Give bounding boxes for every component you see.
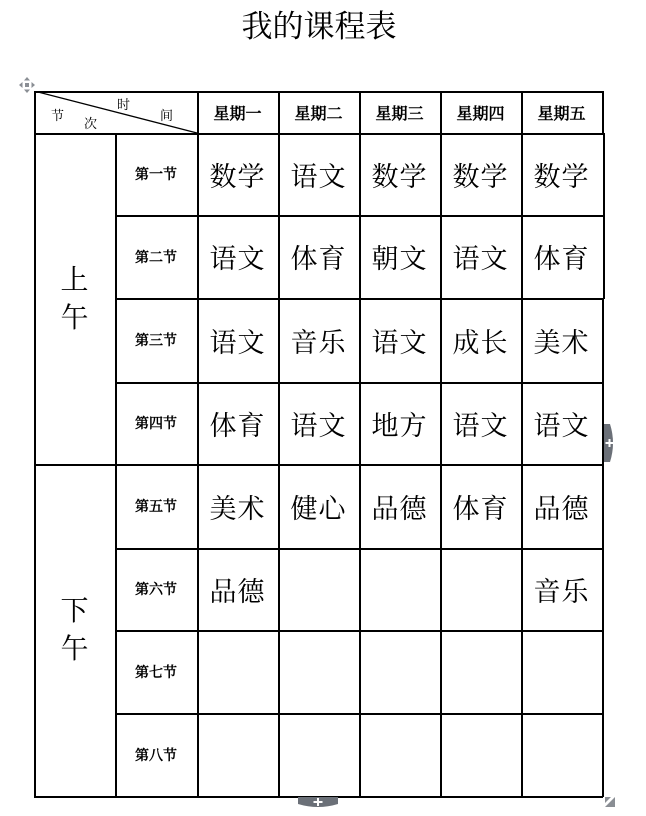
course-cell[interactable]: 美术: [209, 493, 266, 525]
course-cell[interactable]: 成长: [452, 327, 509, 359]
period-label-5: 第五节: [135, 499, 177, 515]
course-cell[interactable]: 数学: [533, 161, 590, 193]
half-label-morning: [34, 133, 115, 464]
course-cell[interactable]: 语文: [209, 244, 266, 275]
period-label-6: 第六节: [135, 582, 177, 598]
move-arrows-icon: [19, 77, 35, 93]
header-day-4: 星期四: [456, 103, 505, 123]
header-day-2: 星期二: [294, 103, 343, 123]
course-cell[interactable]: [440, 630, 521, 713]
border-right: [602, 91, 604, 133]
table-resize-handle[interactable]: [605, 797, 615, 807]
border-left: [34, 91, 36, 797]
course-cell[interactable]: [359, 630, 440, 713]
course-cell[interactable]: 体育: [290, 244, 347, 275]
header-day-3: 星期三: [375, 103, 424, 123]
half-label-char: 下: [60, 594, 89, 627]
course-cell[interactable]: 朝文: [371, 244, 428, 275]
gridline: [34, 133, 603, 135]
schedule-table: [34, 91, 603, 797]
course-cell[interactable]: 语文: [533, 410, 590, 442]
corner-label-jie: 节: [51, 109, 65, 124]
gridline: [521, 91, 523, 797]
header-day-1: 星期一: [213, 103, 262, 123]
course-cell[interactable]: [197, 630, 278, 713]
course-cell[interactable]: [278, 713, 359, 796]
course-cell[interactable]: 数学: [209, 161, 266, 193]
course-cell[interactable]: 音乐: [290, 327, 347, 359]
course-cell[interactable]: 数学: [371, 161, 428, 193]
course-cell[interactable]: 语文: [452, 410, 509, 442]
course-cell[interactable]: [440, 548, 521, 630]
period-label-7: 第七节: [135, 664, 177, 681]
course-cell[interactable]: 语文: [209, 327, 266, 359]
gridline: [197, 91, 199, 797]
corner-label-jian: 间: [160, 109, 174, 124]
course-cell[interactable]: 体育: [452, 493, 509, 525]
course-cell[interactable]: [440, 713, 521, 796]
header-day-5: 星期五: [537, 103, 586, 123]
course-cell[interactable]: 品德: [533, 493, 590, 525]
gridline: [359, 91, 361, 797]
period-label-4: 第四节: [135, 416, 177, 432]
course-cell[interactable]: [359, 713, 440, 796]
corner-label-shi: 时: [117, 98, 131, 113]
half-label-afternoon: [34, 464, 115, 796]
course-cell[interactable]: [359, 548, 440, 630]
gridline: [440, 91, 442, 797]
course-cell[interactable]: 体育: [209, 410, 266, 442]
add-row-button[interactable]: [298, 797, 338, 809]
half-label-char: 午: [60, 632, 89, 665]
course-cell[interactable]: 数学: [452, 161, 509, 193]
period-label-8: 第八节: [135, 747, 177, 764]
course-cell[interactable]: 品德: [371, 493, 428, 525]
course-cell[interactable]: 地方: [371, 410, 428, 442]
course-cell[interactable]: 语文: [371, 327, 428, 359]
border-right: [602, 298, 604, 797]
resize-corner-icon: [605, 797, 615, 807]
course-cell[interactable]: 品德: [209, 576, 266, 608]
course-cell[interactable]: 健心: [290, 493, 347, 525]
page-title: 我的课程表: [241, 9, 397, 45]
border-right: [603, 133, 605, 299]
course-cell[interactable]: [278, 548, 359, 630]
course-cell[interactable]: [521, 630, 602, 713]
half-label-char: 上: [60, 262, 89, 296]
course-cell[interactable]: 语文: [290, 410, 347, 442]
table-move-handle[interactable]: [19, 77, 35, 93]
gridline: [115, 133, 117, 797]
course-cell[interactable]: [278, 630, 359, 713]
course-cell[interactable]: 体育: [533, 244, 590, 275]
period-label-3: 第三节: [135, 333, 177, 349]
half-label-char: 午: [60, 300, 89, 334]
gridline: [34, 464, 602, 466]
course-cell[interactable]: 语文: [290, 161, 347, 193]
border-top: [34, 91, 603, 93]
add-column-button[interactable]: [604, 424, 616, 462]
course-cell[interactable]: [197, 713, 278, 796]
course-cell[interactable]: 音乐: [533, 576, 590, 608]
corner-label-ci: 次: [84, 117, 98, 132]
period-label-2: 第二节: [135, 249, 177, 266]
course-cell[interactable]: 美术: [533, 327, 590, 359]
course-cell[interactable]: 语文: [452, 244, 509, 275]
course-cell[interactable]: [521, 713, 602, 796]
gridline: [278, 91, 280, 797]
period-label-1: 第一节: [135, 167, 177, 183]
